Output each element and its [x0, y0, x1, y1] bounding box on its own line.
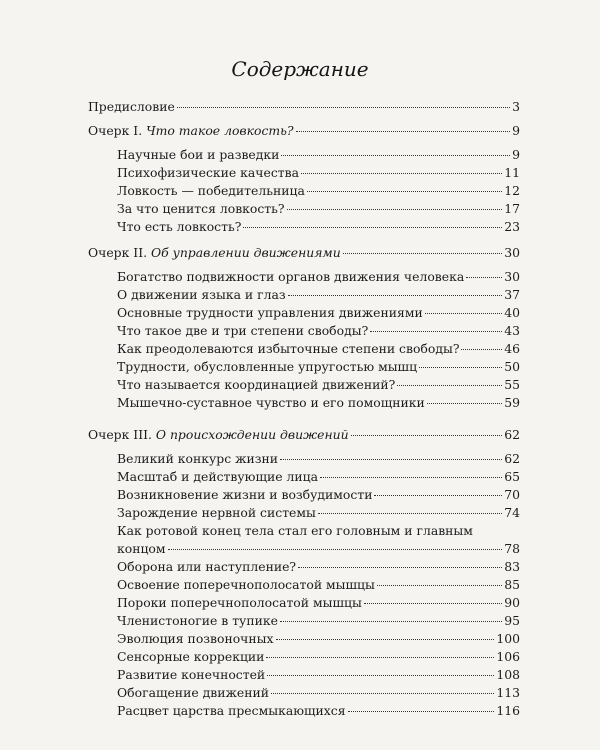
toc-entry[interactable] [88, 450, 520, 468]
toc-page-number: 116 [496, 703, 520, 718]
toc-page-number: 40 [504, 305, 520, 320]
toc-entry-label: Как преодолеваются избыточные степени свободы? [117, 341, 460, 356]
toc-page-number: 78 [504, 541, 520, 556]
chapter-prefix: Очерк III. [88, 427, 156, 442]
toc-page-number: 70 [504, 487, 520, 502]
chapter-prefix: Очерк I. [88, 123, 147, 138]
dot-leader [276, 639, 495, 640]
dot-leader [370, 331, 502, 332]
toc-entry[interactable] [88, 486, 520, 504]
toc-entry-label: Оборона или наступление? [117, 559, 297, 574]
dot-leader [288, 295, 503, 296]
dot-leader [301, 173, 502, 174]
page-title: Содержание [231, 57, 369, 81]
toc-chapter-2[interactable] [88, 244, 520, 262]
dot-leader [287, 209, 503, 210]
toc-entry-label: Эволюция позвоночных [117, 631, 274, 646]
toc-entry-label: Возникновение жизни и возбудимости [117, 487, 373, 502]
toc-entry-label: Трудности, обусловленные упругостью мышц [117, 359, 418, 374]
chapter-title: О происхождении движений [155, 427, 349, 442]
toc-page-number: 113 [496, 685, 520, 700]
toc-entry[interactable] [88, 286, 520, 304]
toc-entry[interactable] [88, 504, 520, 522]
toc-page-number: 9 [512, 147, 520, 162]
toc-entry[interactable] [88, 218, 520, 236]
chapter-prefix: Очерк II. [88, 245, 151, 260]
dot-leader [348, 711, 495, 712]
dot-leader [374, 495, 502, 496]
toc-entry-label: Зарождение нервной системы [117, 505, 316, 520]
dot-leader [177, 107, 510, 108]
dot-leader [419, 367, 502, 368]
dot-leader [377, 585, 502, 586]
toc-entry[interactable] [88, 268, 520, 286]
chapter-title: Что такое ловкость? [146, 123, 294, 138]
toc-page-number: 106 [496, 649, 520, 664]
dot-leader [461, 349, 502, 350]
toc-page-number: 3 [512, 99, 520, 114]
toc-entry[interactable] [88, 146, 520, 164]
toc-page-number: 95 [504, 613, 520, 628]
dot-leader [427, 403, 502, 404]
toc-entry-label: Великий конкурс жизни [117, 451, 279, 466]
toc-entry-preface[interactable] [88, 98, 520, 116]
dot-leader [318, 513, 502, 514]
dot-leader [425, 313, 502, 314]
toc-page-number: 90 [504, 595, 520, 610]
toc-entry-label: Научные бои и разведки [117, 147, 280, 162]
toc-page-number: 11 [504, 165, 520, 180]
toc-entry[interactable] [88, 340, 520, 358]
toc-entry-label: Обогащение движений [117, 685, 269, 700]
toc-entry[interactable] [88, 576, 520, 594]
dot-leader [307, 191, 502, 192]
toc-entry-label: Что такое две и три степени свободы? [117, 323, 369, 338]
toc-entry-label: Сенсорные коррекции [117, 649, 265, 664]
toc-chapter-label [88, 244, 341, 262]
toc-entry-label: Членистоногие в тупике [117, 613, 278, 628]
toc-entry[interactable] [88, 648, 520, 666]
dot-leader [397, 385, 502, 386]
toc-entry[interactable] [88, 200, 520, 218]
dot-leader [168, 549, 503, 550]
toc-entry[interactable] [88, 558, 520, 576]
toc-page-number: 30 [504, 245, 520, 260]
toc-entry-label: Расцвет царства пресмыкающихся [117, 703, 346, 718]
toc-page-number: 12 [504, 183, 520, 198]
toc-page-number: 50 [504, 359, 520, 374]
toc-entry[interactable] [88, 630, 520, 648]
toc-entry-label: Развитие конечностей [117, 667, 266, 682]
toc-entry-label: Психофизические качества [117, 165, 299, 180]
toc-entry-label: О движении языка и глаз [117, 287, 286, 302]
dot-leader [266, 657, 494, 658]
table-of-contents [88, 98, 520, 720]
toc-entry[interactable] [88, 376, 520, 394]
toc-entry[interactable] [88, 358, 520, 376]
toc-page-number: 62 [504, 451, 520, 466]
toc-page-number: 23 [504, 219, 520, 234]
toc-entry-label: Богатство подвижности органов движения человека [117, 269, 465, 284]
toc-page-number: 17 [504, 201, 520, 216]
toc-page-number: 108 [496, 667, 520, 682]
toc-entry[interactable] [88, 612, 520, 630]
toc-page-number: 83 [504, 559, 520, 574]
toc-page-number: 59 [504, 395, 520, 410]
toc-entry-label: Что есть ловкость? [117, 219, 242, 234]
dot-leader [298, 567, 502, 568]
toc-chapter-1[interactable] [88, 122, 520, 140]
toc-page-number: 62 [504, 427, 520, 442]
dot-leader [466, 277, 502, 278]
toc-page-number: 100 [496, 631, 520, 646]
toc-entry[interactable] [88, 182, 520, 200]
toc-entry[interactable] [88, 702, 520, 720]
dot-leader [343, 253, 503, 254]
toc-entry-label: Ловкость — победительница [117, 183, 305, 198]
dot-leader [267, 675, 494, 676]
dot-leader [320, 477, 502, 478]
toc-entry-label: За что ценится ловкость? [117, 201, 285, 216]
toc-entry[interactable] [88, 304, 520, 322]
toc-page-number: 46 [504, 341, 520, 356]
toc-entry-label: концом [117, 541, 166, 556]
toc-entry[interactable] [88, 684, 520, 702]
toc-page-number: 55 [504, 377, 520, 392]
toc-chapter-3[interactable] [88, 426, 520, 444]
dot-leader [243, 227, 502, 228]
toc-page-number: 65 [504, 469, 520, 484]
toc-entry-label: Освоение поперечнополосатой мышцы [117, 577, 375, 592]
dot-leader [280, 621, 502, 622]
toc-page-number: 43 [504, 323, 520, 338]
dot-leader [296, 131, 511, 132]
toc-page-number: 9 [512, 123, 520, 138]
toc-entry-label: Пороки поперечнополосатой мышцы [117, 595, 362, 610]
toc-entry-label: Мышечно-суставное чувство и его помощники [117, 395, 425, 410]
toc-entry[interactable] [88, 594, 520, 612]
toc-chapter-label [88, 426, 349, 444]
dot-leader [281, 155, 510, 156]
chapter-title: Об управлении движениями [150, 245, 341, 260]
dot-leader [280, 459, 502, 460]
dot-leader [364, 603, 502, 604]
toc-page-number: 74 [504, 505, 520, 520]
toc-entry[interactable] [88, 666, 520, 684]
toc-entry[interactable] [88, 540, 520, 558]
toc-entry[interactable] [88, 164, 520, 182]
toc-entry[interactable] [88, 322, 520, 340]
toc-chapter-label [88, 122, 294, 140]
toc-entry[interactable] [88, 394, 520, 412]
toc-entry-label: Масштаб и действующие лица [117, 469, 318, 484]
toc-page-number: 85 [504, 577, 520, 592]
toc-page-number: 30 [504, 269, 520, 284]
toc-entry-label: Что называется координацией движений? [117, 377, 396, 392]
dot-leader [351, 435, 503, 436]
toc-entry-label: Основные трудности управления движениями [117, 305, 423, 320]
toc-entry[interactable] [88, 468, 520, 486]
dot-leader [271, 693, 494, 694]
toc-entry-wrapped-line[interactable]: Как ротовой конец тела стал его головным и главным [117, 523, 473, 538]
toc-page-number: 37 [504, 287, 520, 302]
toc-entry-label: Предисловие [88, 99, 175, 114]
